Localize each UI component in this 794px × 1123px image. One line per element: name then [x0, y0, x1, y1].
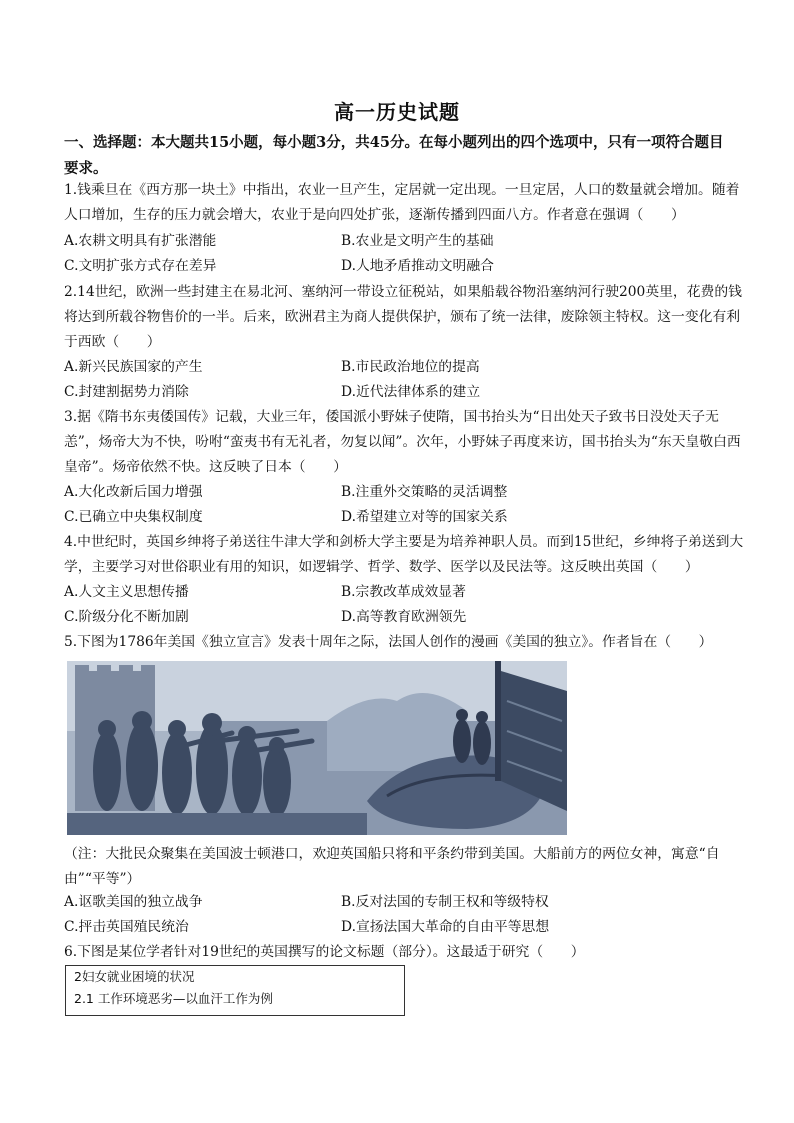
option-b: B.反对法国的专制王权和等级特权: [341, 894, 549, 910]
option-d: D.高等教育欧洲领先: [341, 609, 467, 625]
option-d: D.人地矛盾推动文明融合: [341, 258, 494, 274]
page-title: 高一历史试题: [334, 100, 460, 124]
option-c: C.封建割据势力消除: [64, 384, 189, 400]
option-b: B.宗教改革成效显著: [341, 584, 466, 600]
thesis-line-2: 2.1 工作环境恶劣—以血汗工作为例: [74, 991, 273, 1006]
question-4-stem: 4.中世纪时，英国乡绅将子弟送往牛津大学和剑桥大学主要是为培养神职人员。而到15世纪，乡绅将子弟送到大学，主要学习对世俗职业有用的知识，如逻辑学、哲学、数学、医学以及民法等。这反映出英国（ ）: [64, 534, 744, 575]
question-4-options: [64, 580, 744, 630]
thesis-title-box: [65, 965, 405, 1016]
question-3-options: [64, 480, 744, 530]
option-a: A.新兴民族国家的产生: [64, 359, 203, 375]
cartoon-image: [67, 661, 567, 835]
question-2-stem: 2.14世纪，欧洲一些封建主在易北河、塞纳河一带设立征税站，如果船载谷物沿塞纳河行驶200英里，花费的钱将达到所载谷物售价的一半。后来，欧洲君主为商人提供保护，颁布了统一法律，废除领主特权。这一变化有利于西欧（ ）: [64, 284, 742, 350]
option-a: A.农耕文明具有扩张潜能: [64, 233, 217, 249]
question-5-options: [64, 890, 744, 940]
question-5-stem: 5.下图为1786年美国《独立宣言》发表十周年之际，法国人创作的漫画《美国的独立》。作者旨在（ ）: [64, 634, 713, 650]
thesis-line-1: 2妇女就业困境的状况: [74, 969, 195, 984]
option-a: A.大化改新后国力增强: [64, 484, 203, 500]
option-b: B.注重外交策略的灵活调整: [341, 484, 508, 500]
cartoon-illustration: [67, 661, 567, 835]
question-6-stem: 6.下图是某位学者针对19世纪的英国撰写的论文标题（部分）。这最适于研究（ ）: [64, 944, 585, 960]
section-heading: 一、选择题：本大题共15小题，每小题3分，共45分。在每小题列出的四个选项中，只有一项符合题目要求。: [64, 134, 724, 177]
option-a: A.人文主义思想传播: [64, 584, 189, 600]
option-c: C.已确立中央集权制度: [64, 509, 203, 525]
option-b: B.市民政治地位的提高: [341, 359, 480, 375]
option-d: D.宣扬法国大革命的自由平等思想: [341, 919, 550, 935]
question-3-stem: 3.据《隋书东夷倭国传》记载，大业三年，倭国派小野妹子使隋，国书抬头为“日出处天子致书日没处天子无恙”，炀帝大为不快，吩咐“蛮夷书有无礼者，勿复以闻”。次年，小野妹子再度来访，国书抬头为“东天皇敬白西皇帝”。炀帝依然不快。这反映了日本（ ）: [64, 409, 741, 475]
option-d: D.近代法律体系的建立: [341, 384, 481, 400]
option-c: C.抨击英国殖民统治: [64, 919, 189, 935]
question-1-options: [64, 229, 744, 279]
option-c: C.阶级分化不断加剧: [64, 609, 189, 625]
option-a: A.讴歌美国的独立战争: [64, 894, 203, 910]
figure-note: （注：大批民众聚集在美国波士顿港口，欢迎英国船只将和平条约带到美国。大船前方的两位女神，寓意“自由”“平等”）: [64, 846, 720, 887]
question-2-options: [64, 355, 744, 405]
option-b: B.农业是文明产生的基础: [341, 233, 494, 249]
option-d: D.希望建立对等的国家关系: [341, 509, 508, 525]
option-c: C.文明扩张方式存在差异: [64, 258, 217, 274]
question-1-stem: 1.钱乘旦在《西方那一块土》中指出，农业一旦产生，定居就一定出现。一旦定居，人口的数量就会增加。随着人口增加，生存的压力就会增大，农业于是向四处扩张，逐渐传播到四面八方。作者意在强调（ ）: [64, 182, 740, 223]
